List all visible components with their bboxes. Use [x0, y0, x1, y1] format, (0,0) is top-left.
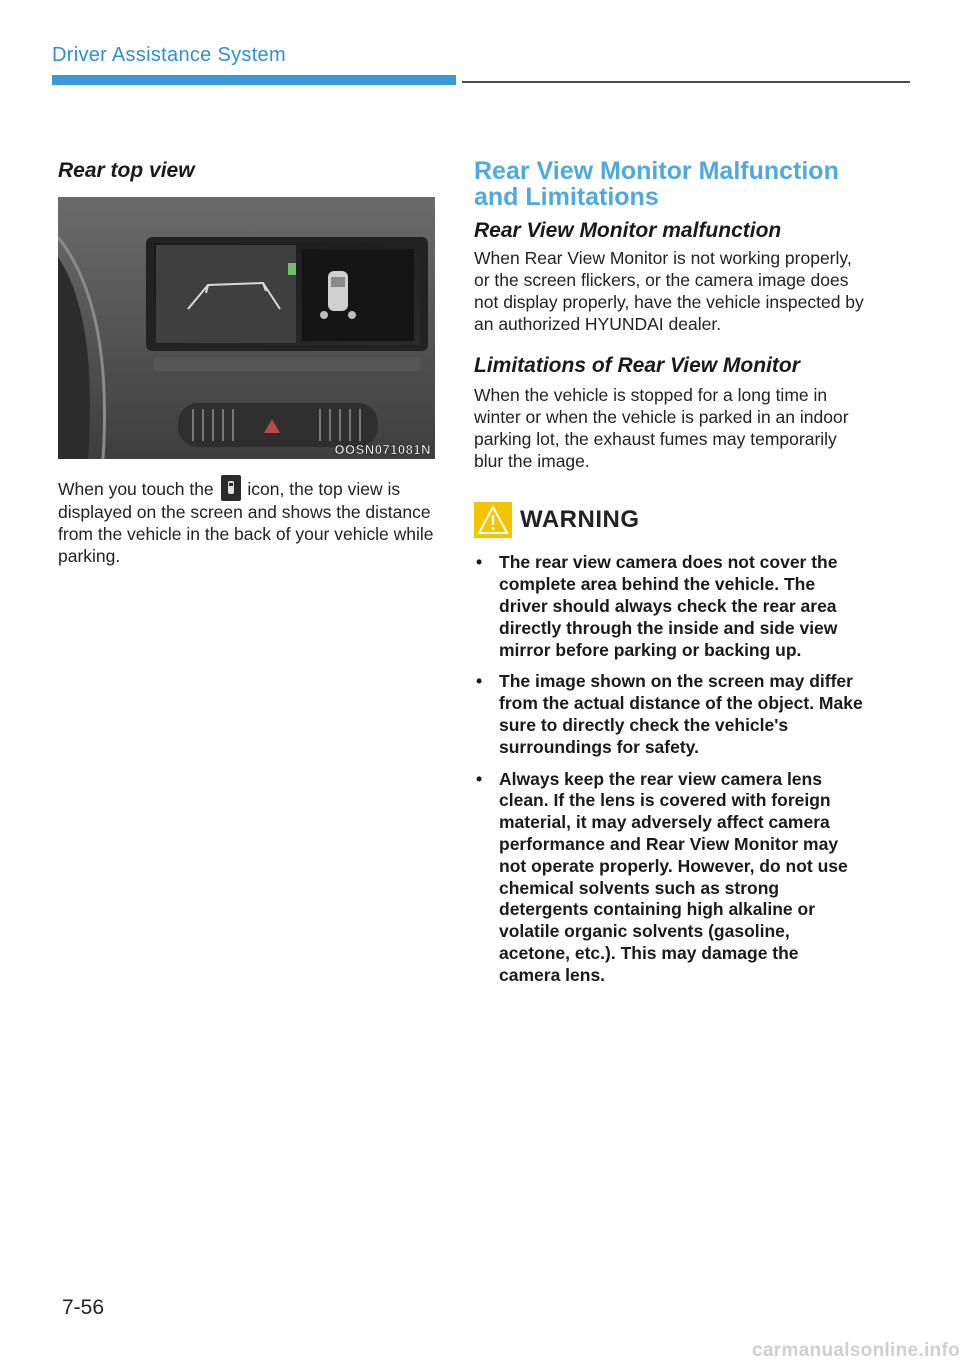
page-number: 7-56: [62, 1296, 105, 1319]
rear-top-view-paragraph: [58, 475, 438, 567]
bullet-marker: •: [476, 768, 483, 789]
warning-item: [474, 769, 864, 987]
section-header-title: Driver Assistance System: [52, 44, 286, 66]
figure-code: OOSN071081N: [334, 442, 431, 458]
left-column: [58, 158, 438, 567]
warning-list: [474, 552, 864, 986]
limitations-paragraph: When the vehicle is stopped for a long time in winter or when the vehicle is parked in an indoor parking lot, the exhaust fumes may temporarily blur the image.: [474, 385, 849, 472]
header-rule-blue: [52, 75, 456, 85]
paragraph-text-before-icon: When you touch the: [58, 479, 214, 500]
warning-triangle-icon: [474, 502, 512, 538]
warning-item: [474, 671, 864, 758]
bullet-marker: •: [476, 552, 483, 573]
watermark: carmanualsonline.info: [752, 1340, 960, 1361]
warning-item-text: The image shown on the screen may differ from the actual distance of the object. Make sure to directly check the vehicle's surroundings for safety.: [499, 671, 863, 757]
warning-item-text: The rear view camera does not cover the complete area behind the vehicle. The driver should always check the rear area directly through the inside and side view mirror before parking or backing up.: [499, 552, 838, 660]
top-view-icon: [221, 475, 241, 501]
warning-item: [474, 552, 864, 661]
right-column: [474, 158, 864, 997]
warning-item-text: Always keep the rear view camera lens clean. If the lens is covered with foreign material, it may adversely affect camera performance and Rear View Monitor may not operate properly. However, do not use chemical solvents such as strong detergents containing high alkaline or volatile organic solvents (gasoline, acetone, etc.). This may damage the camera lens.: [499, 768, 848, 985]
malfunction-subheading: Rear View Monitor malfunction: [474, 219, 782, 242]
bullet-marker: •: [476, 671, 483, 692]
malfunction-limitations-heading: Rear View Monitor Malfunction and Limitations: [474, 157, 839, 211]
header-rule-gray: [462, 81, 910, 83]
warning-header: [474, 502, 864, 538]
paragraph-text-after-icon: icon, the top view is displayed on the screen and shows the distance from the vehicle in the back of your vehicle while parking.: [58, 479, 434, 567]
limitations-subheading: Limitations of Rear View Monitor: [474, 354, 800, 378]
warning-title: WARNING: [520, 506, 640, 534]
dashboard-display-figure: [58, 197, 435, 459]
dashboard-illustration: [58, 197, 435, 459]
rear-top-view-heading: Rear top view: [58, 159, 195, 182]
malfunction-paragraph: When Rear View Monitor is not working properly, or the screen flickers, or the camera image does not display properly, have the vehicle inspected by an authorized HYUNDAI dealer.: [474, 248, 864, 335]
